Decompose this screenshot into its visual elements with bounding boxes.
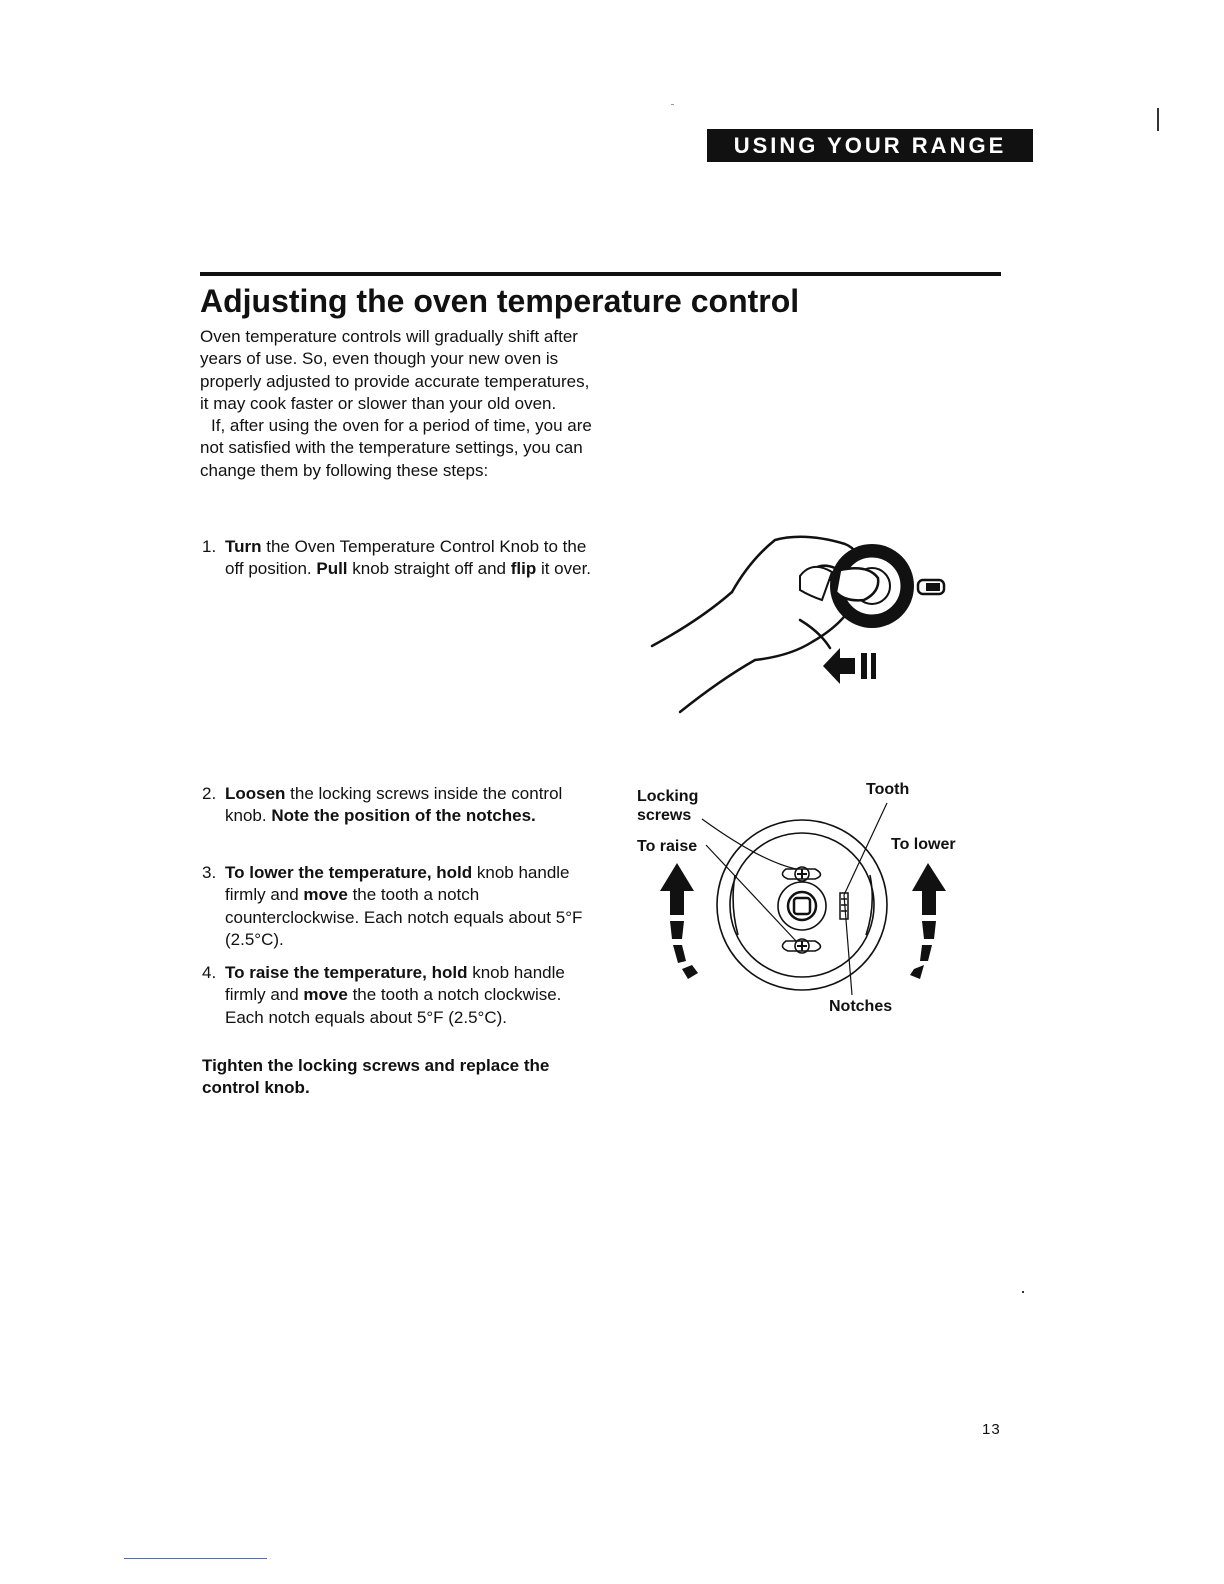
intro-paragraph-1: Oven temperature controls will gradually shift after years of use. So, even though your new oven is properly adjusted to provide accurate temperatures, it may cook faster or slower than your old oven. (200, 327, 590, 413)
step-2 (200, 783, 600, 828)
step-text: To lower the temperature, hold knob handle firmly and move the tooth a notch counterclockwise. Each notch equals about 5°F (2.5°C). (225, 863, 583, 949)
step-4 (200, 962, 600, 1029)
label-notches: Notches (829, 998, 893, 1015)
intro-paragraph-2: If, after using the oven for a period of time, you are not satisfied with the temperature settings, you can change them by following these steps: (200, 416, 592, 480)
title-rule (200, 272, 1001, 276)
step-text: To raise the temperature, hold knob handle firmly and move the tooth a notch clockwise. Each notch equals about 5°F (2.5°C). (225, 963, 565, 1027)
closing-instruction: Tighten the locking screws and replace the control knob. (202, 1056, 550, 1098)
corner-rule (1157, 108, 1159, 131)
page-number: 13 (982, 1421, 1001, 1438)
step-text: Loosen the locking screws inside the control knob. Note the position of the notches. (225, 784, 563, 826)
step-number: 4. (202, 963, 217, 982)
label-locking-screws: Locking screws (637, 788, 699, 824)
label-to-raise: To raise (637, 838, 698, 855)
bottom-rule (124, 1558, 267, 1559)
knob-removal-illustration (640, 520, 970, 720)
scan-speck (1022, 1291, 1024, 1293)
step-number: 2. (202, 784, 217, 803)
section-tab: USING YOUR RANGE (707, 129, 1033, 162)
label-to-lower: To lower (891, 836, 956, 853)
step-number: 3. (202, 863, 217, 882)
step-number: 1. (202, 537, 217, 556)
step-text: Turn the Oven Temperature Control Knob to the off position. Pull knob straight off and flip it over. (225, 537, 592, 579)
label-tooth: Tooth (866, 781, 910, 798)
scan-mark (671, 104, 674, 105)
step-3 (200, 862, 600, 951)
step-1 (200, 536, 600, 581)
intro-text (200, 326, 600, 482)
page-title: Adjusting the oven temperature control (200, 283, 800, 319)
